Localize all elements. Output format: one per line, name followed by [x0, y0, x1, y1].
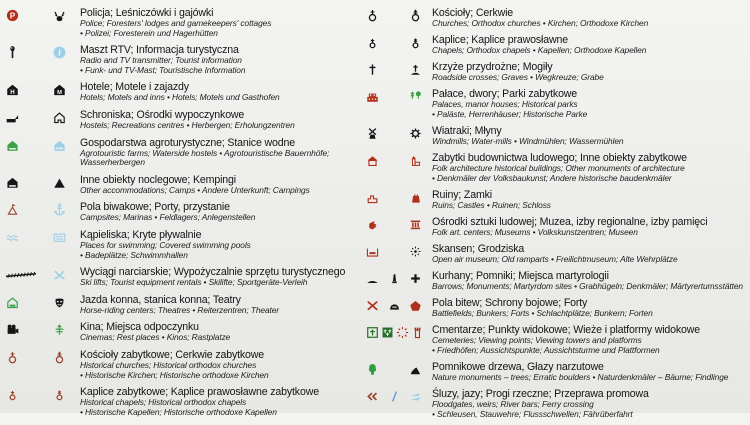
legend-entry: [365, 361, 748, 383]
historical-orthodox-chapel-icon: [52, 387, 67, 402]
entry-translation: • Polizei; Foresterein und Hagerhütten: [80, 27, 218, 38]
entry-icons: [5, 230, 67, 245]
legend-entry: [5, 321, 365, 343]
open-air-museum-icon: [365, 244, 380, 259]
entry-title: Skansen; Grodziska: [432, 242, 525, 255]
entry-icons: [365, 217, 423, 232]
entry-icons: [365, 126, 423, 141]
entry-title: Wiatraki; Młyny: [432, 124, 502, 137]
entry-title: Kościoły zabytkowe; Cerkwie zabytkowe: [80, 348, 265, 361]
entry-translation: Wasserherbergen: [80, 157, 145, 168]
legend-entry: [365, 88, 748, 119]
other-accommodation-icon: [5, 175, 20, 190]
entry-translation: Ski lifts; Tourist equipment rentals • Skilifte; Sportgeräte-Verleih: [80, 277, 308, 288]
entry-title: Zabytki budownictwa ludowego; Inne obiekty zabytkowe: [432, 152, 687, 165]
entry-title: Policja; Leśniczówki i gajówki: [80, 7, 214, 19]
marina-icon: [52, 202, 67, 217]
legend-entry: [5, 81, 365, 103]
legend-entry: [5, 201, 365, 223]
entry-icons: [5, 387, 67, 402]
viewing-point-icon: [395, 325, 410, 340]
fort-icon: [408, 298, 423, 313]
police-badge-icon: [5, 8, 20, 23]
legend-entry: [365, 189, 748, 211]
legend-entry: [365, 324, 748, 355]
entry-title: Śluzy, jazy; Progi rzeczne; Przeprawa promowa: [432, 388, 649, 400]
entry-icons: [5, 138, 67, 153]
entry-translation: Other accommodations; Camps • Andere Unterkunft; Campings: [80, 184, 310, 195]
entry-translation: Agrotouristic farms; Waterside hostels • Agrotouristische Bauernhöfe;: [80, 147, 330, 158]
entry-text: [432, 7, 648, 29]
svg-text:H: H: [10, 89, 15, 97]
museum-icon: [408, 217, 423, 232]
entry-translation: Battlefields; Bunkers; Forts • Schlachtplätze; Bunkern; Forten: [432, 308, 653, 319]
entry-text: [432, 270, 743, 292]
entry-translation: Nature monuments – trees; Erratic boulders • Naturdenkmäler – Bäume; Findlinge: [432, 371, 729, 382]
entry-text: [80, 349, 269, 380]
entry-translation: Radio and TV transmitter; Tourist information: [80, 55, 242, 66]
entry-title: Hotele; Motele i zajazdy: [80, 81, 189, 94]
entry-translation: Campsites; Marinas • Feldlagers; Anlegenstellen: [80, 212, 256, 223]
entry-icons: [5, 110, 67, 125]
entry-title: Pola bitew; Schrony bojowe; Forty: [432, 297, 588, 310]
entry-text: [432, 88, 587, 119]
windmill-icon: [365, 126, 380, 141]
entry-translation: • Historische Kapellen; Historische orthodoxe Kapellen: [80, 406, 277, 417]
entry-translation: Police; Foresters' lodges and gamekeepers' cottages: [80, 18, 272, 28]
legend-entry: [365, 7, 748, 29]
waterside-hostel-icon: [52, 138, 67, 153]
entry-title: Schroniska; Ośrodki wypoczynkowe: [80, 108, 245, 121]
folk-architecture-icon: [365, 153, 380, 168]
entry-text: [80, 294, 279, 316]
theatre-icon: [52, 295, 67, 310]
recreation-centre-icon: [52, 110, 67, 125]
entry-title: Wyciągi narciarskie; Wypożyczalnie sprzętu turystycznego: [80, 266, 346, 279]
old-ramparts-icon: [408, 244, 423, 259]
entry-translation: • Badeplätze; Schwimmhallen: [80, 249, 188, 260]
legend-entry: [365, 61, 748, 83]
entry-icons: [365, 35, 423, 50]
entry-title: Pałace, dwory; Parki zabytkowe: [432, 88, 578, 101]
entry-translation: • Schleusen, Stauwehre; Flussschwellen; Fährüberfahrt: [432, 408, 633, 419]
svg-text:M: M: [57, 90, 62, 97]
entry-icons: [5, 82, 67, 97]
entry-translation: Places for swimming; Covered swimming pools: [80, 239, 251, 250]
entry-text: [80, 229, 251, 260]
entry-title: Inne obiekty noclegowe; Kempingi: [80, 173, 236, 186]
swimming-place-icon: [5, 230, 20, 245]
entry-translation: Barrows; Monuments; Martyrdom sites • Grabhügeln; Denkmäler; Märtyrertumsstätten: [432, 281, 743, 292]
legend-entry: [365, 125, 748, 147]
entry-translation: • Denkmäler der Volksbaukunst; Andere historische baudenkmäler: [432, 172, 672, 183]
entry-translation: Cinemas; Rest places • Kinos; Rastplatze: [80, 332, 231, 343]
orthodox-chapel-icon: [408, 35, 423, 50]
entry-translation: • Historische Kirchen; Historische orthodoxe Kirchen: [80, 369, 269, 380]
entry-title: Maszt RTV; Informacja turystyczna: [80, 44, 239, 57]
foresters-lodge-icon: [52, 8, 67, 23]
entry-translation: Hotels; Motels and inns • Hotels; Motels und Gasthofen: [80, 92, 280, 103]
entry-text: [80, 201, 255, 223]
chapel-icon: [365, 35, 380, 50]
martyrdom-site-icon: [408, 271, 423, 286]
entry-title: Kąpieliska; Kryte pływalnie: [80, 228, 202, 241]
entry-icons: [365, 298, 423, 313]
entry-translation: Historical chapels; Historical orthodox chapels: [80, 397, 247, 408]
legend-entry: [5, 349, 365, 380]
entry-translation: Palaces, manor houses; Historical parks: [432, 99, 578, 110]
entry-title: Kurhany; Pomniki; Miejsca martyrologii: [432, 270, 609, 283]
entry-translation: Folk architecture historical buildings; Other monuments of architecture: [432, 163, 685, 174]
roadside-cross-icon: [365, 62, 380, 77]
entry-text: [432, 243, 678, 265]
entry-text: [432, 152, 687, 183]
entry-translation: Folk art. centers; Museums • Volkskunstzentren; Museen: [432, 226, 638, 237]
entry-translation: Historical churches; Historical orthodox churches: [80, 359, 257, 370]
indoor-pool-icon: [52, 230, 67, 245]
legend-entry: [365, 216, 748, 238]
entry-translation: Open air museum; Old ramparts • Freilichtmuseum; Alte Wehrplätze: [432, 253, 678, 264]
svg-text:i: i: [58, 47, 61, 58]
entry-title: Jazda konna, stanica konna; Teatry: [80, 293, 241, 306]
equipment-rental-icon: [52, 267, 67, 282]
entry-translation: Chapels; Orthodox chapels • Kapellen; Orthodoxe Kapellen: [432, 45, 647, 56]
entry-title: Ruiny; Zamki: [432, 188, 493, 201]
legend-entry: [5, 7, 365, 38]
barrow-icon: [365, 271, 380, 286]
entry-icons: [365, 244, 423, 259]
entry-translation: • Funk- und TV-Mast; Touristische Information: [80, 64, 246, 75]
historical-park-icon: [408, 89, 423, 104]
entry-translation: Roadside crosses; Graves • Wegkreuze; Grabe: [432, 72, 604, 83]
historical-chapel-icon: [5, 387, 20, 402]
entry-icons: [365, 389, 423, 404]
entry-icons: [365, 325, 423, 340]
entry-title: Kaplice; Kaplice prawosławne: [432, 34, 568, 47]
entry-translation: Horse-riding centers; Theatres • Reiterzentren; Theater: [80, 304, 279, 315]
entry-icons: [5, 267, 67, 282]
entry-icons: [5, 45, 67, 60]
church-icon: [365, 8, 380, 23]
entry-text: [432, 216, 707, 238]
entry-text: [80, 81, 280, 103]
other-monument-icon: [408, 153, 423, 168]
legend-entry: [5, 44, 365, 75]
entry-text: [432, 34, 646, 56]
legend-entry: [5, 137, 365, 168]
entry-translation: Floodgates, weirs; River bars; Ferry crossing: [432, 399, 594, 409]
viewing-tower-icon: [410, 325, 425, 340]
entry-icons: [365, 62, 423, 77]
entry-text: [432, 125, 624, 147]
legend-entry: [5, 109, 365, 131]
castle-icon: [408, 190, 423, 205]
entry-text: [80, 7, 271, 38]
folk-art-centre-icon: [365, 217, 380, 232]
entry-translation: • Friedhöfen; Aussichtspunkte; Aussichtsturme und Plattformen: [432, 344, 660, 355]
entry-translation: • Paläste, Herrenhäuser; Historische Parke: [432, 108, 588, 119]
motel-icon: [52, 82, 67, 97]
entry-text: [80, 44, 245, 75]
entry-text: [432, 361, 728, 383]
ferry-crossing-icon: [408, 389, 423, 404]
entry-icons: [5, 175, 67, 190]
entry-text: [80, 266, 345, 288]
legend-entry: [365, 152, 748, 183]
entry-text: [80, 109, 295, 131]
floodgate-icon: [365, 389, 380, 404]
grave-icon: [408, 62, 423, 77]
entry-icons: [5, 202, 67, 217]
historical-orthodox-church-icon: [52, 350, 67, 365]
legend-entry: [5, 294, 365, 316]
legend-column-left: [5, 7, 365, 425]
entry-translation: Hostels; Recreations centres • Herbergen; Erholungzentren: [80, 119, 295, 130]
entry-title: Cmentarze; Punkty widokowe; Wieże i platformy widokowe: [432, 324, 701, 337]
legend-entry: [365, 297, 748, 319]
entry-icons: [365, 8, 423, 23]
entry-title: Pola biwakowe; Porty, przystanie: [80, 201, 230, 214]
river-bar-icon: [387, 389, 402, 404]
agrotourist-farm-icon: [5, 138, 20, 153]
entry-icons: [5, 295, 67, 310]
bunker-icon: [387, 298, 402, 313]
entry-translation: Churches; Orthodox churches • Kirchen; Orthodoxe Kirchen: [432, 18, 649, 28]
entry-title: Kaplice zabytkowe; Kaplice prawosławne zabytkowe: [80, 386, 319, 399]
entry-title: Kina; Miejsca odpoczynku: [80, 321, 199, 334]
entry-icons: [365, 190, 423, 205]
campsite-icon: [5, 202, 20, 217]
entry-title: Kościoły; Cerkwie: [432, 7, 514, 19]
entry-translation: Cemeteries; Viewing points; Viewing towers and platforms: [432, 335, 642, 346]
entry-translation: Ruins; Castles • Ruinen; Schloss: [432, 199, 551, 210]
entry-text: [432, 189, 551, 211]
historical-church-icon: [5, 350, 20, 365]
ruins-icon: [365, 190, 380, 205]
monument-icon: [387, 271, 402, 286]
ski-lift-icon: [5, 267, 37, 282]
horse-riding-icon: [5, 295, 20, 310]
entry-icons: [365, 362, 423, 377]
entry-title: Pomnikowe drzewa, Głazy narzutowe: [432, 360, 604, 373]
orthodox-church-icon: [408, 8, 423, 23]
legend-entry: [5, 174, 365, 196]
svg-text:P: P: [9, 11, 16, 21]
hotel-icon: [5, 82, 20, 97]
palace-icon: [365, 89, 380, 104]
entry-icons: [5, 350, 67, 365]
cinema-icon: [5, 322, 20, 337]
entry-text: [80, 174, 310, 196]
legend-entry: [365, 388, 748, 419]
tourist-info-icon: [52, 45, 67, 60]
entry-text: [80, 321, 230, 343]
entry-icons: [365, 271, 423, 286]
battlefield-icon: [365, 298, 380, 313]
entry-text: [432, 297, 653, 319]
watermill-icon: [408, 126, 423, 141]
entry-icons: [5, 8, 67, 23]
war-cemetery-icon: [380, 325, 395, 340]
hostel-icon: [5, 110, 20, 125]
entry-text: [80, 137, 329, 168]
legend-entry: [5, 229, 365, 260]
camping-icon: [52, 175, 67, 190]
legend-entry: [365, 243, 748, 265]
nature-monument-tree-icon: [365, 362, 380, 377]
entry-title: Ośrodki sztuki ludowej; Muzea, izby regionalne, izby pamięci: [432, 215, 708, 228]
entry-icons: [5, 322, 67, 337]
rtv-mast-icon: [5, 45, 20, 60]
entry-text: [432, 324, 700, 355]
legend-entry: [365, 270, 748, 292]
cemetery-icon: [365, 325, 380, 340]
legend-entry: [365, 34, 748, 56]
entry-translation: Windmills; Water-mills • Windmühlen; Wassermühlen: [432, 135, 624, 146]
legend-column-right: [365, 7, 748, 425]
erratic-boulder-icon: [408, 362, 423, 377]
entry-icons: [365, 153, 423, 168]
entry-text: [432, 388, 649, 419]
entry-title: Gospodarstwa agroturystyczne; Stanice wodne: [80, 136, 295, 149]
entry-icons: [365, 89, 423, 104]
legend-entry: [5, 266, 365, 288]
entry-text: [432, 61, 604, 83]
entry-title: Krzyże przydrożne; Mogiły: [432, 61, 553, 74]
rest-place-icon: [52, 322, 67, 337]
